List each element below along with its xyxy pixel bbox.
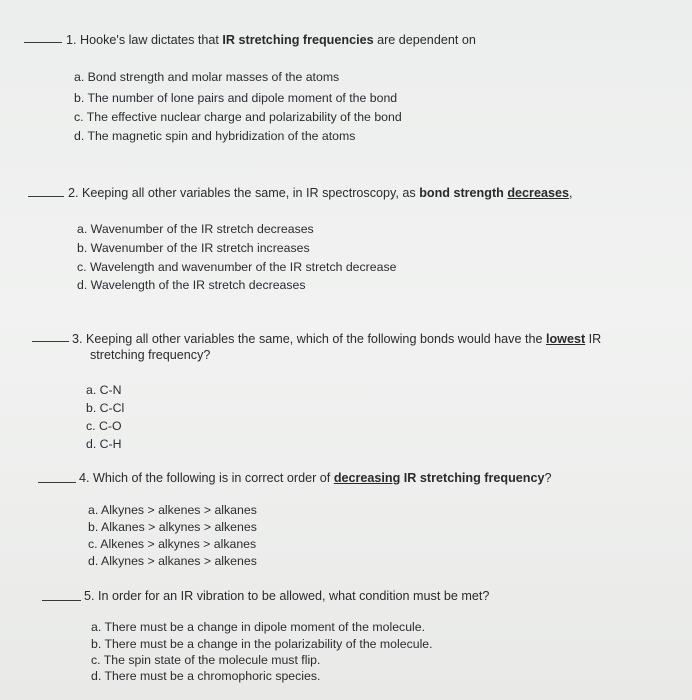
question-5-stem: 5. In order for an IR vibration to be allowed, what condition must be met?	[84, 589, 490, 603]
q5-option-c: c. The spin state of the molecule must flip.	[91, 653, 321, 667]
answer-blank-q3[interactable]	[32, 341, 69, 342]
q5-option-b: b. There must be a change in the polarizability of the molecule.	[91, 637, 433, 651]
q4-number: 4.	[79, 471, 90, 485]
question-2-stem: 2. Keeping all other variables the same, in IR spectroscopy, as bond strength decreases,	[68, 186, 573, 200]
q5-option-d: d. There must be a chromophoric species.	[91, 669, 321, 683]
q4-option-c: c. Alkenes > alkynes > alkanes	[88, 537, 257, 551]
question-3-stem: 3. Keeping all other variables the same, which of the following bonds would have the lowest IR	[72, 332, 602, 346]
q3-number: 3.	[72, 332, 83, 346]
answer-blank-q4[interactable]	[38, 482, 76, 483]
q1-option-c: c. The effective nuclear charge and polarizability of the bond	[74, 110, 402, 124]
q3-option-d: d. C-H	[86, 437, 122, 451]
q5-option-a: a. There must be a change in dipole moment of the molecule.	[91, 620, 426, 634]
q1-option-b: b. The number of lone pairs and dipole moment of the bond	[74, 91, 398, 105]
answer-blank-q2[interactable]	[28, 196, 64, 197]
question-3-stem-line2: stretching frequency?	[90, 348, 211, 362]
answer-blank-q5[interactable]	[42, 600, 81, 601]
q1-option-d: d. The magnetic spin and hybridization of the atoms	[74, 129, 356, 143]
q3-option-a: a. C-N	[86, 383, 122, 397]
q2-number: 2.	[68, 186, 79, 200]
q3-option-b: b. C-Cl	[86, 401, 125, 415]
q2-option-d: d. Wavelength of the IR stretch decreases	[77, 278, 306, 292]
q4-option-d: d. Alkynes > alkanes > alkenes	[88, 554, 257, 568]
q2-option-c: c. Wavelength and wavenumber of the IR stretch decrease	[77, 260, 397, 274]
q2-option-a: a. Wavenumber of the IR stretch decreases	[77, 222, 314, 236]
question-1-stem: 1. Hooke's law dictates that IR stretching frequencies are dependent on	[66, 33, 476, 47]
question-4-stem: 4. Which of the following is in correct order of decreasing IR stretching frequency?	[79, 471, 552, 485]
q1-number: 1.	[66, 33, 77, 47]
q4-option-b: b. Alkanes > alkynes > alkenes	[88, 520, 257, 534]
q3-option-c: c. C-O	[86, 419, 122, 433]
q2-option-b: b. Wavenumber of the IR stretch increases	[77, 241, 310, 255]
q1-option-a: a. Bond strength and molar masses of the atoms	[74, 70, 340, 84]
answer-blank-q1[interactable]	[24, 42, 62, 43]
q5-number: 5.	[84, 589, 95, 603]
q4-option-a: a. Alkynes > alkenes > alkanes	[88, 503, 257, 517]
